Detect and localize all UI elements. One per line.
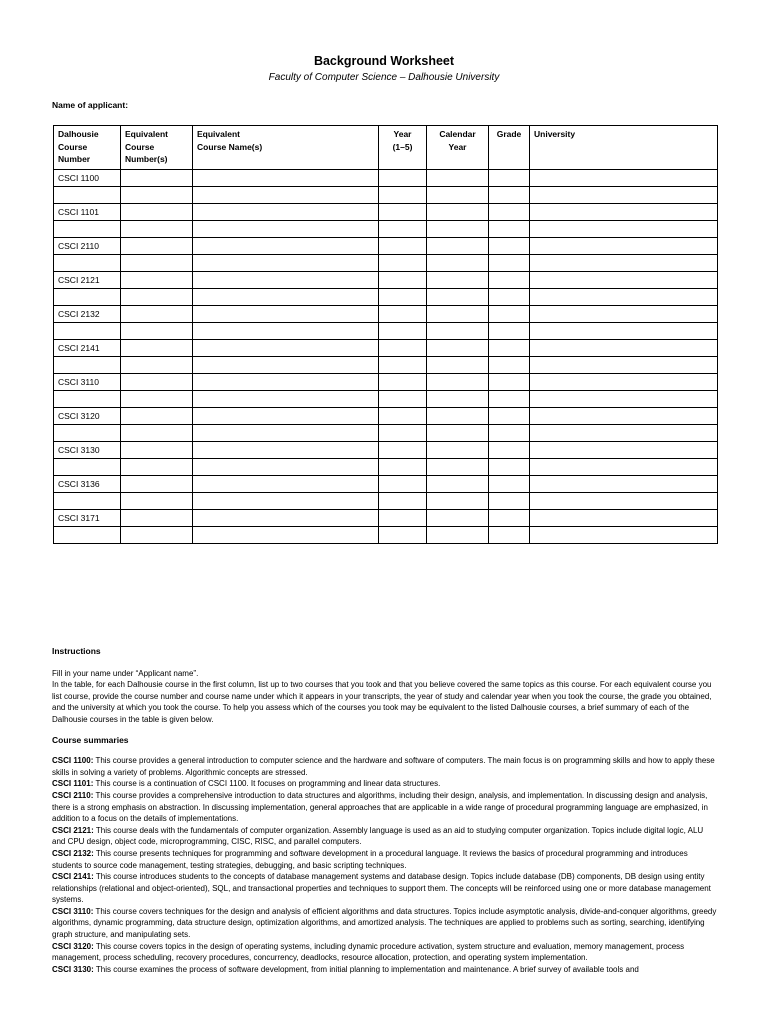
entry-cell[interactable] <box>193 425 379 442</box>
entry-cell[interactable] <box>379 221 427 238</box>
entry-cell[interactable] <box>530 425 718 442</box>
entry-cell[interactable] <box>193 289 379 306</box>
entry-cell <box>54 221 121 238</box>
entry-cell[interactable] <box>193 374 379 391</box>
header-calendar-year: Calendar Year <box>427 126 489 170</box>
entry-cell <box>54 255 121 272</box>
entry-cell[interactable] <box>193 238 379 255</box>
header-equivalent-number: Equivalent Course Number(s) <box>121 126 193 170</box>
entry-cell[interactable] <box>427 459 489 476</box>
course-number-cell: CSCI 2141 <box>54 340 121 357</box>
table-row <box>54 425 718 442</box>
entry-cell[interactable] <box>121 306 193 323</box>
table-row <box>54 493 718 510</box>
course-number-cell: CSCI 3130 <box>54 442 121 459</box>
course-number-cell: CSCI 2110 <box>54 238 121 255</box>
table-row <box>54 374 718 391</box>
course-summary <box>52 778 718 790</box>
entry-cell[interactable] <box>379 187 427 204</box>
entry-cell[interactable] <box>530 238 718 255</box>
course-summary <box>52 790 718 825</box>
entry-cell[interactable] <box>121 272 193 289</box>
header-dalhousie-course: Dalhousie Course Number <box>54 126 121 170</box>
entry-cell <box>54 493 121 510</box>
entry-cell[interactable] <box>193 408 379 425</box>
entry-cell[interactable] <box>489 459 530 476</box>
entry-cell[interactable] <box>427 493 489 510</box>
entry-cell[interactable] <box>489 187 530 204</box>
table-row <box>54 289 718 306</box>
entry-cell[interactable] <box>530 204 718 221</box>
course-summary <box>52 825 718 848</box>
entry-cell[interactable] <box>427 289 489 306</box>
entry-cell[interactable] <box>379 238 427 255</box>
course-summary <box>52 848 718 871</box>
entry-cell[interactable] <box>427 323 489 340</box>
entry-cell[interactable] <box>530 442 718 459</box>
entry-cell[interactable] <box>379 510 427 527</box>
entry-cell[interactable] <box>193 493 379 510</box>
entry-cell[interactable] <box>193 204 379 221</box>
header-equivalent-name: Equivalent Course Name(s) <box>193 126 379 170</box>
entry-cell <box>54 323 121 340</box>
course-number-cell: CSCI 1100 <box>54 170 121 187</box>
entry-cell <box>54 459 121 476</box>
entry-cell[interactable] <box>193 306 379 323</box>
course-summary-code: CSCI 3130: <box>52 964 94 974</box>
entry-cell[interactable] <box>489 289 530 306</box>
table-row <box>54 204 718 221</box>
course-summary-code: CSCI 2110: <box>52 790 94 800</box>
entry-cell[interactable] <box>489 476 530 493</box>
entry-cell[interactable] <box>193 255 379 272</box>
entry-cell[interactable] <box>427 408 489 425</box>
entry-cell[interactable] <box>489 323 530 340</box>
entry-cell[interactable] <box>530 289 718 306</box>
entry-cell[interactable] <box>427 238 489 255</box>
course-summary-code: CSCI 1100: <box>52 756 94 766</box>
entry-cell[interactable] <box>379 289 427 306</box>
entry-cell <box>54 425 121 442</box>
entry-cell[interactable] <box>489 442 530 459</box>
entry-cell[interactable] <box>193 221 379 238</box>
entry-cell[interactable] <box>427 527 489 544</box>
entry-cell[interactable] <box>379 425 427 442</box>
table-row <box>54 357 718 374</box>
entry-cell[interactable] <box>379 255 427 272</box>
table-body <box>54 170 718 544</box>
table-row <box>54 459 718 476</box>
entry-cell[interactable] <box>427 187 489 204</box>
course-summary <box>52 964 718 976</box>
course-summaries-list <box>52 755 718 975</box>
entry-cell[interactable] <box>379 204 427 221</box>
table-row <box>54 221 718 238</box>
entry-cell[interactable] <box>530 374 718 391</box>
entry-cell <box>54 391 121 408</box>
course-number-cell: CSCI 2121 <box>54 272 121 289</box>
entry-cell[interactable] <box>379 493 427 510</box>
course-number-cell: CSCI 2132 <box>54 306 121 323</box>
course-summary-code: CSCI 3120: <box>52 941 94 951</box>
entry-cell[interactable] <box>489 357 530 374</box>
entry-cell[interactable] <box>489 340 530 357</box>
course-summary <box>52 755 718 778</box>
entry-cell[interactable] <box>379 306 427 323</box>
entry-cell[interactable] <box>379 459 427 476</box>
header-year: Year (1–5) <box>379 126 427 170</box>
table-row <box>54 238 718 255</box>
entry-cell[interactable] <box>427 357 489 374</box>
course-summary-code: CSCI 2121: <box>52 825 94 835</box>
entry-cell[interactable] <box>379 340 427 357</box>
entry-cell[interactable] <box>121 476 193 493</box>
course-summary-text: This course is a continuation of CSCI 1100. It focuses on programming and linear data structures. <box>93 779 441 789</box>
entry-cell[interactable] <box>530 493 718 510</box>
entry-cell[interactable] <box>121 510 193 527</box>
entry-cell[interactable] <box>121 459 193 476</box>
course-number-cell: CSCI 1101 <box>54 204 121 221</box>
table-row <box>54 510 718 527</box>
table-row <box>54 323 718 340</box>
table-row <box>54 170 718 187</box>
course-summary <box>52 871 718 906</box>
entry-cell[interactable] <box>193 442 379 459</box>
entry-cell[interactable] <box>193 459 379 476</box>
entry-cell[interactable] <box>379 170 427 187</box>
entry-cell[interactable] <box>121 493 193 510</box>
entry-cell[interactable] <box>489 221 530 238</box>
entry-cell[interactable] <box>121 340 193 357</box>
entry-cell[interactable] <box>489 425 530 442</box>
course-summaries-heading: Course summaries <box>52 734 129 745</box>
entry-cell[interactable] <box>489 238 530 255</box>
course-summary-code: CSCI 1101: <box>52 779 94 789</box>
course-summary-text: This course provides a comprehensive introduction to data structures and algorithms, including their design, analysis, and implementation. In discussing design and analysis, there is a strong emphasis on abstraction. In discussing implementation, general approaches that are applicable in a wide range of procedural programming language are emphasized, in addition to a focus on the details of implementations. <box>52 790 708 824</box>
entry-cell[interactable] <box>489 170 530 187</box>
entry-cell[interactable] <box>489 272 530 289</box>
entry-cell[interactable] <box>489 391 530 408</box>
entry-cell[interactable] <box>530 476 718 493</box>
entry-cell[interactable] <box>489 306 530 323</box>
entry-cell[interactable] <box>193 527 379 544</box>
entry-cell[interactable] <box>530 408 718 425</box>
table-row <box>54 408 718 425</box>
entry-cell[interactable] <box>193 323 379 340</box>
entry-cell[interactable] <box>193 510 379 527</box>
background-table <box>53 125 718 544</box>
entry-cell[interactable] <box>427 204 489 221</box>
document-title: Background Worksheet <box>313 54 455 68</box>
entry-cell[interactable] <box>193 340 379 357</box>
entry-cell[interactable] <box>379 527 427 544</box>
entry-cell <box>54 187 121 204</box>
entry-cell[interactable] <box>193 476 379 493</box>
entry-cell[interactable] <box>489 255 530 272</box>
entry-cell[interactable] <box>121 238 193 255</box>
entry-cell[interactable] <box>489 204 530 221</box>
entry-cell[interactable] <box>427 306 489 323</box>
table-row <box>54 187 718 204</box>
table-row <box>54 272 718 289</box>
entry-cell[interactable] <box>489 374 530 391</box>
entry-cell[interactable] <box>427 272 489 289</box>
course-summary <box>52 906 718 941</box>
entry-cell[interactable] <box>489 408 530 425</box>
instructions-section <box>52 646 718 975</box>
entry-cell[interactable] <box>530 170 718 187</box>
course-summary-text: This course examines the process of software development, from initial planning to implementation and maintenance. A brief survey of available tools and <box>93 964 639 974</box>
entry-cell[interactable] <box>427 255 489 272</box>
course-summary-text: This course presents techniques for programming and software development in a procedural language. It reviews the basics of procedural programming and introduces students to source code management, testing strategies, debugging, and basic scripting techniques. <box>52 848 688 870</box>
table-row <box>54 255 718 272</box>
entry-cell[interactable] <box>530 340 718 357</box>
document-subtitle: Faculty of Computer Science – Dalhousie University <box>268 72 500 83</box>
course-number-cell: CSCI 3120 <box>54 408 121 425</box>
entry-cell[interactable] <box>489 493 530 510</box>
table-row <box>54 476 718 493</box>
entry-cell[interactable] <box>121 187 193 204</box>
entry-cell[interactable] <box>379 476 427 493</box>
table-row <box>54 527 718 544</box>
entry-cell[interactable] <box>379 391 427 408</box>
applicant-name-label: Name of applicant: <box>52 100 129 110</box>
entry-cell[interactable] <box>379 374 427 391</box>
entry-cell[interactable] <box>530 306 718 323</box>
entry-cell[interactable] <box>427 170 489 187</box>
entry-cell[interactable] <box>530 391 718 408</box>
entry-cell[interactable] <box>427 391 489 408</box>
entry-cell[interactable] <box>121 391 193 408</box>
entry-cell[interactable] <box>530 187 718 204</box>
entry-cell[interactable] <box>193 391 379 408</box>
entry-cell[interactable] <box>121 255 193 272</box>
entry-cell[interactable] <box>530 323 718 340</box>
entry-cell[interactable] <box>379 357 427 374</box>
entry-cell[interactable] <box>530 459 718 476</box>
course-summary-text: This course covers topics in the design of operating systems, including dynamic procedure activation, system structure and evaluation, memory management, process management, process scheduling, recovery procedures, concurrency, deadlocks, resource allocation, protection, and operating system implementation. <box>52 941 685 963</box>
entry-cell[interactable] <box>530 272 718 289</box>
entry-cell[interactable] <box>121 221 193 238</box>
entry-cell[interactable] <box>379 323 427 340</box>
entry-cell[interactable] <box>427 221 489 238</box>
entry-cell[interactable] <box>121 204 193 221</box>
entry-cell[interactable] <box>193 187 379 204</box>
course-summary-code: CSCI 2141: <box>52 872 94 882</box>
table-header-row <box>54 126 718 170</box>
entry-cell[interactable] <box>121 408 193 425</box>
entry-cell[interactable] <box>121 289 193 306</box>
entry-cell[interactable] <box>530 510 718 527</box>
entry-cell[interactable] <box>530 357 718 374</box>
instructions-line-1: Fill in your name under “Applicant name”. <box>52 668 199 678</box>
entry-cell[interactable] <box>121 374 193 391</box>
entry-cell[interactable] <box>489 527 530 544</box>
entry-cell[interactable] <box>427 340 489 357</box>
entry-cell <box>54 357 121 374</box>
entry-cell[interactable] <box>121 170 193 187</box>
entry-cell[interactable] <box>121 442 193 459</box>
entry-cell[interactable] <box>530 255 718 272</box>
course-summary-text: This course covers techniques for the design and analysis of efficient algorithms and data structures. Topics include asymptotic analysis, divide-and-conquer algorithms, greedy algorithms, dynamic programming, data structure design, optimization algorithms, and amortized analysis. The techniques are applied to problems such as sorting, searching, identifying graph structure, and manipulating sets. <box>52 906 717 940</box>
course-summary-text: This course introduces students to the concepts of database management systems and database design. Topics include database (DB) components, DB design using entity relationships (relational and object-oriented), SQL, and transactional properties and techniques to support them. The concepts will be reinforced using one or more database management systems. <box>52 872 711 905</box>
table-row <box>54 391 718 408</box>
entry-cell[interactable] <box>193 272 379 289</box>
entry-cell[interactable] <box>427 425 489 442</box>
entry-cell[interactable] <box>121 323 193 340</box>
table-row <box>54 442 718 459</box>
course-number-cell: CSCI 3136 <box>54 476 121 493</box>
header-grade: Grade <box>489 126 530 170</box>
course-summary-text: This course provides a general introduction to computer science and the hardware and software of computers. The main focus is on programming skills and how to apply these skills in solving a variety of problems. Algorithmic concepts are stressed. <box>52 756 715 777</box>
header-university: University <box>530 126 718 170</box>
entry-cell[interactable] <box>427 442 489 459</box>
entry-cell[interactable] <box>193 170 379 187</box>
course-summary-text: This course deals with the fundamentals of computer organization. Assembly language is used as an aid to studying computer organization. Topics include digital logic, ALU and CPU design, object code, microprogramming, CISC, RISC, and parallel computers. <box>52 825 704 847</box>
entry-cell <box>54 527 121 544</box>
entry-cell[interactable] <box>193 357 379 374</box>
entry-cell[interactable] <box>489 510 530 527</box>
table-row <box>54 340 718 357</box>
entry-cell <box>54 289 121 306</box>
entry-cell[interactable] <box>121 527 193 544</box>
entry-cell[interactable] <box>530 221 718 238</box>
entry-cell[interactable] <box>427 476 489 493</box>
entry-cell[interactable] <box>379 272 427 289</box>
table-row <box>54 306 718 323</box>
entry-cell[interactable] <box>379 442 427 459</box>
course-summary <box>52 941 718 964</box>
course-summary-code: CSCI 2132: <box>52 848 94 858</box>
entry-cell[interactable] <box>427 374 489 391</box>
entry-cell[interactable] <box>427 510 489 527</box>
entry-cell[interactable] <box>121 357 193 374</box>
entry-cell[interactable] <box>379 408 427 425</box>
course-number-cell: CSCI 3110 <box>54 374 121 391</box>
course-number-cell: CSCI 3171 <box>54 510 121 527</box>
instructions-line-2: In the table, for each Dalhousie course in the first column, list up to two courses that you took and that you believe covered the same topics as this course. For each equivalent course you list course, provide the course number and course name under which it appears in your transcripts, the year of study and calendar year when you took the course, the grade you obtained, and the university at which you took the course. To help you assess which of the courses you took may be equivalent to the listed Dalhousie courses, a brief summary of each of the Dalhousie courses in the table is given below. <box>52 680 712 724</box>
entry-cell[interactable] <box>530 527 718 544</box>
instructions-heading: Instructions <box>52 646 101 656</box>
course-summary-code: CSCI 3110: <box>52 906 94 916</box>
entry-cell[interactable] <box>121 425 193 442</box>
